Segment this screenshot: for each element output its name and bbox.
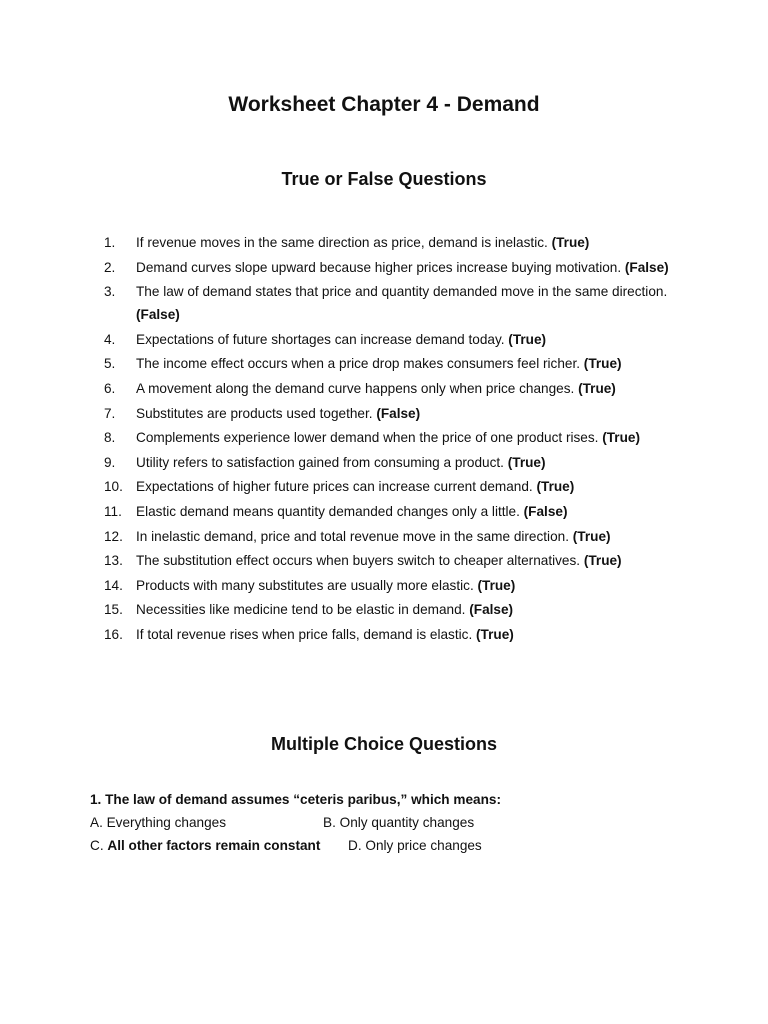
tf-answer: (True) [572,528,611,544]
option-a: A. Everything changes [90,815,227,830]
tf-item [104,352,684,375]
tf-statement: The income effect occurs when a price drop makes consumers feel richer. [136,356,584,372]
tf-answer: (False) [136,307,180,323]
tf-item [104,231,684,254]
tf-statement: Complements experience lower demand when the price of one product rises. [136,430,603,446]
tf-item [104,500,684,523]
tf-item-body [136,256,684,279]
tf-statement: Necessities like medicine tend to be elastic in demand. [136,602,470,618]
tf-item-number: 9. [104,454,116,470]
tf-item-body [136,623,684,646]
tf-answer: (False) [376,405,421,421]
tf-item-body [136,426,684,449]
tf-statement: The law of demand states that price and quantity demanded move in the same direction. [136,284,668,300]
tf-statement: In inelastic demand, price and total revenue move in the same direction. [136,528,573,544]
tf-statement: Expectations of future shortages can increase demand today. [136,331,509,347]
tf-item-number: 10. [104,479,123,495]
tf-statement: If total revenue rises when price falls, demand is elastic. [136,626,477,642]
tf-item-body [136,549,684,572]
multiple-choice-heading: Multiple Choice Questions [270,734,498,754]
tf-statement: Elastic demand means quantity demanded changes only a little. [136,503,524,519]
tf-item-number: 1. [104,235,116,250]
tf-item-body [136,598,684,621]
tf-answer: (True) [508,331,547,347]
tf-statement: A movement along the demand curve happens only when price changes. [136,380,579,396]
tf-item [104,451,684,474]
tf-item-body [136,280,684,326]
tf-statement: Demand curves slope upward because higher prices increase buying motivation. [136,259,625,275]
tf-item [104,426,684,449]
tf-item [104,574,684,597]
true-false-list [104,231,684,648]
tf-item-body [136,475,684,498]
tf-item-body [136,451,684,474]
tf-item [104,623,684,646]
tf-item [104,475,684,498]
page-title: Worksheet Chapter 4 - Demand [228,93,540,116]
tf-statement: The substitution effect occurs when buyers switch to cheaper alternatives. [136,553,584,569]
tf-statement: Utility refers to satisfaction gained from consuming a product. [136,454,508,470]
options-row-1 [90,811,690,834]
tf-item-number: 16. [104,626,123,642]
tf-answer: (False) [469,602,514,618]
tf-answer: (True) [583,356,622,372]
tf-item [104,280,684,326]
option-c-correct-answer: All other factors remain constant [107,838,321,853]
tf-item-number: 14. [104,577,123,593]
option-b: B. Only quantity changes [323,815,475,830]
question-text: 1. The law of demand assumes “ceteris paribus,” which means: [90,792,501,807]
tf-item-body [136,328,684,351]
tf-item [104,256,684,279]
tf-answer: (True) [477,577,516,593]
tf-answer: (False) [624,259,669,275]
option-c [90,834,348,857]
tf-item-body [136,574,684,597]
tf-item [104,525,684,548]
tf-item-number: 6. [104,380,116,396]
option-d: D. Only price changes [348,838,482,853]
tf-item-number: 7. [104,405,116,421]
tf-item-body [136,352,684,375]
tf-answer: (True) [536,479,575,495]
tf-item-number: 13. [104,553,123,569]
tf-answer: (False) [523,503,568,519]
tf-item [104,328,684,351]
tf-answer: (True) [578,380,616,396]
tf-item-body [136,231,684,254]
tf-item-number: 8. [104,430,116,446]
tf-item-body [136,525,684,548]
tf-item-body [136,402,684,425]
tf-statement: Expectations of higher future prices can increase current demand. [136,479,537,495]
tf-item-number: 4. [104,331,116,347]
tf-item [104,598,684,621]
tf-answer: (True) [507,454,546,470]
tf-item-body [136,377,684,400]
true-false-heading: True or False Questions [281,169,487,189]
tf-answer: (True) [551,235,590,250]
tf-item [104,377,684,400]
tf-answer: (True) [476,626,514,642]
options-row-2 [90,834,690,857]
tf-item-number: 15. [104,602,123,618]
tf-answer: (True) [602,430,640,446]
tf-item-number: 2. [104,259,116,275]
multiple-choice-question [90,788,690,857]
tf-item-number: 5. [104,356,116,372]
tf-item-body [136,500,684,523]
tf-item-number: 12. [104,528,123,544]
tf-statement: Products with many substitutes are usually more elastic. [136,577,478,593]
tf-item-number: 3. [104,284,116,300]
option-c-letter: C. [90,838,108,853]
tf-item [104,402,684,425]
tf-answer: (True) [583,553,622,569]
tf-item-number: 11. [104,503,122,519]
tf-statement: If revenue moves in the same direction as price, demand is inelastic. [136,235,552,250]
tf-item [104,549,684,572]
tf-statement: Substitutes are products used together. [136,405,377,421]
